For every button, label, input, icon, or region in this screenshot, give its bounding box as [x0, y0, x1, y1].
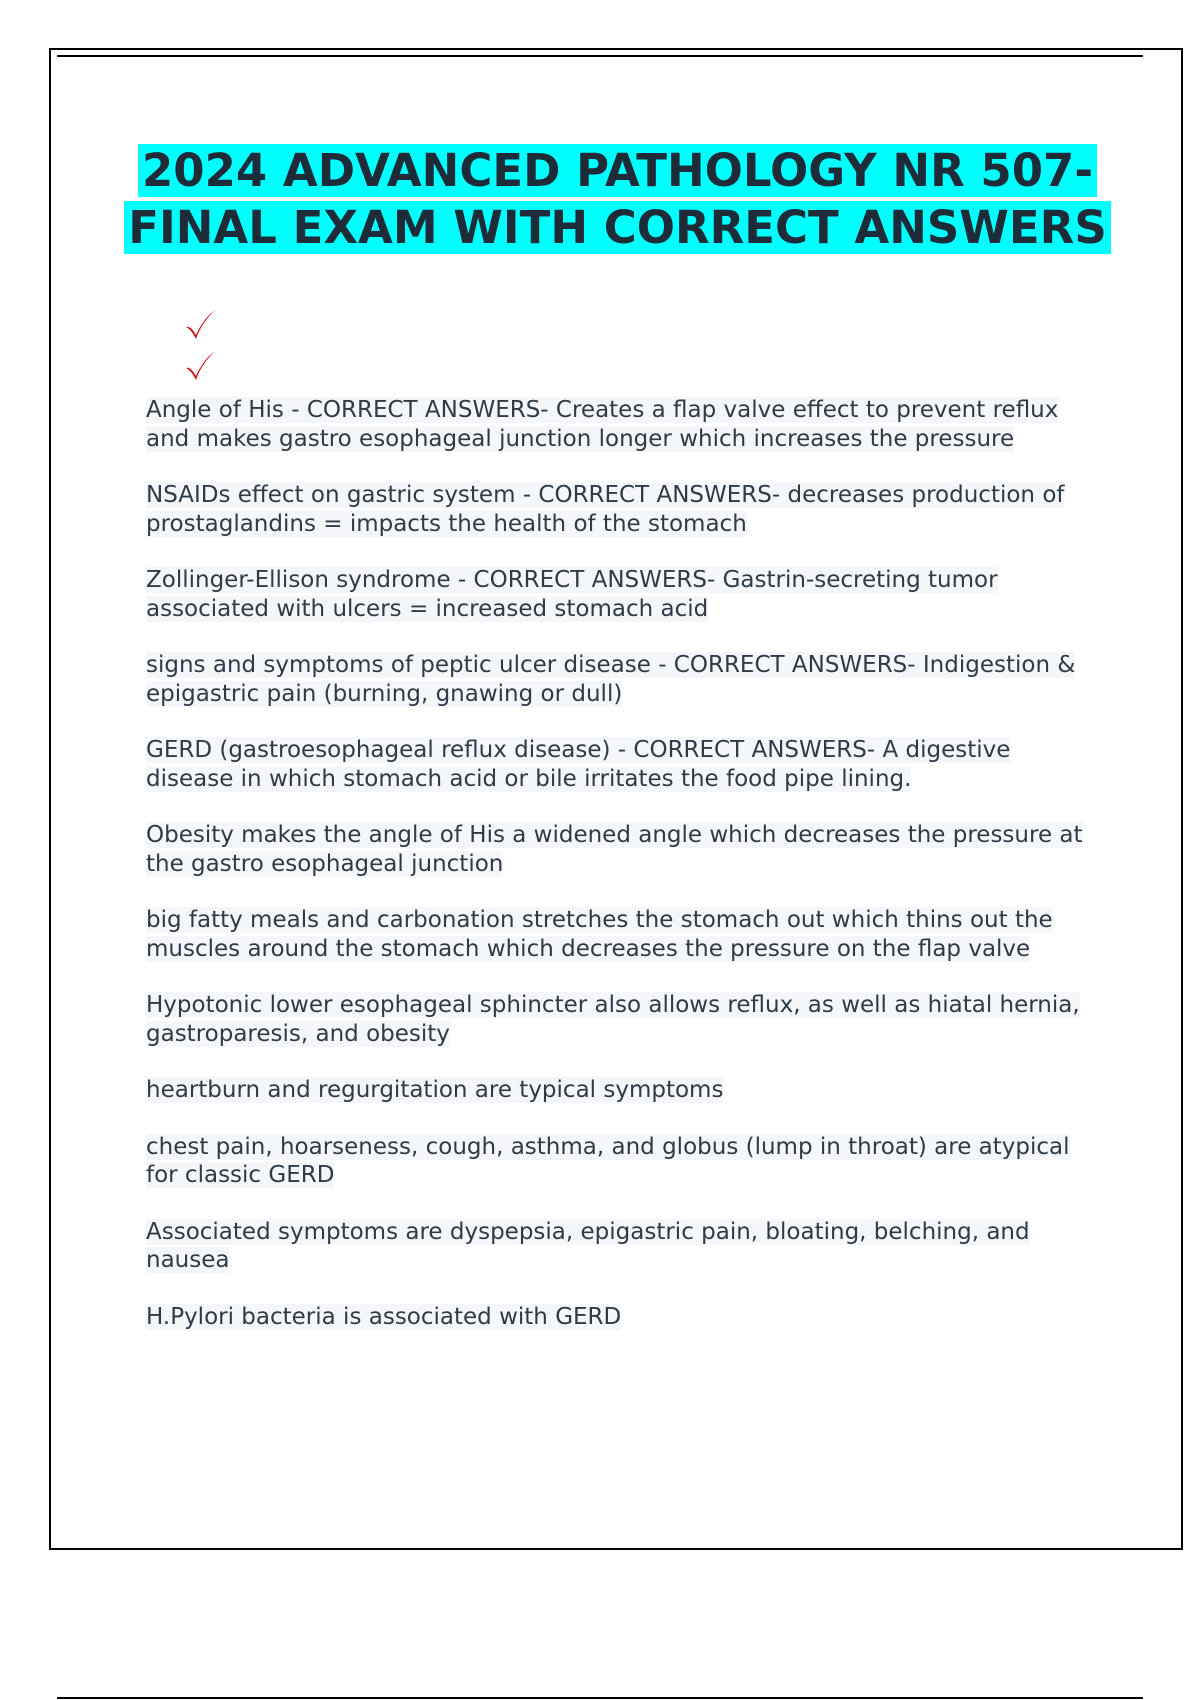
- qa-entry: Zollinger-Ellison syndrome - CORRECT ANSWERS- Gastrin-secreting tumor associated with ulcers = increased stomach acid: [146, 567, 998, 622]
- qa-entries: [146, 396, 1096, 1359]
- qa-entry: Hypotonic lower esophageal sphincter also allows reflux, as well as hiatal hernia, gastroparesis, and obesity: [146, 992, 1080, 1047]
- bottom-rule: [57, 1697, 1143, 1699]
- check-mark-icon: [183, 308, 217, 342]
- qa-entry: Angle of His - CORRECT ANSWERS- Creates a flap valve effect to prevent reflux and makes gastro esophageal junction longer which increases the pressure: [146, 397, 1059, 452]
- qa-entry: NSAIDs effect on gastric system - CORRECT ANSWERS- decreases production of prostaglandins = impacts the health of the stomach: [146, 482, 1065, 537]
- qa-entry: Associated symptoms are dyspepsia, epigastric pain, bloating, belching, and nausea: [146, 1218, 1030, 1273]
- qa-entry: big fatty meals and carbonation stretches the stomach out which thins out the muscles around the stomach which decreases the pressure on the flap valve: [146, 907, 1053, 962]
- title-block: [120, 142, 1115, 256]
- qa-entry: H.Pylori bacteria is associated with GERD: [146, 1303, 622, 1330]
- check-mark-icon: [183, 349, 217, 383]
- qa-entry: signs and symptoms of peptic ulcer disease - CORRECT ANSWERS- Indigestion & epigastric pain (burning, gnawing or dull): [146, 652, 1076, 707]
- document-title: 2024 ADVANCED PATHOLOGY NR 507- FINAL EXAM WITH CORRECT ANSWERS: [124, 144, 1110, 254]
- qa-entry: heartburn and regurgitation are typical symptoms: [146, 1077, 724, 1103]
- qa-entry: chest pain, hoarseness, cough, asthma, and globus (lump in throat) are atypical for classic GERD: [146, 1133, 1070, 1188]
- qa-entry: Obesity makes the angle of His a widened angle which decreases the pressure at the gastro esophageal junction: [146, 822, 1083, 877]
- qa-entry: GERD (gastroesophageal reflux disease) - CORRECT ANSWERS- A digestive disease in which stomach acid or bile irritates the food pipe lining.: [146, 737, 1011, 792]
